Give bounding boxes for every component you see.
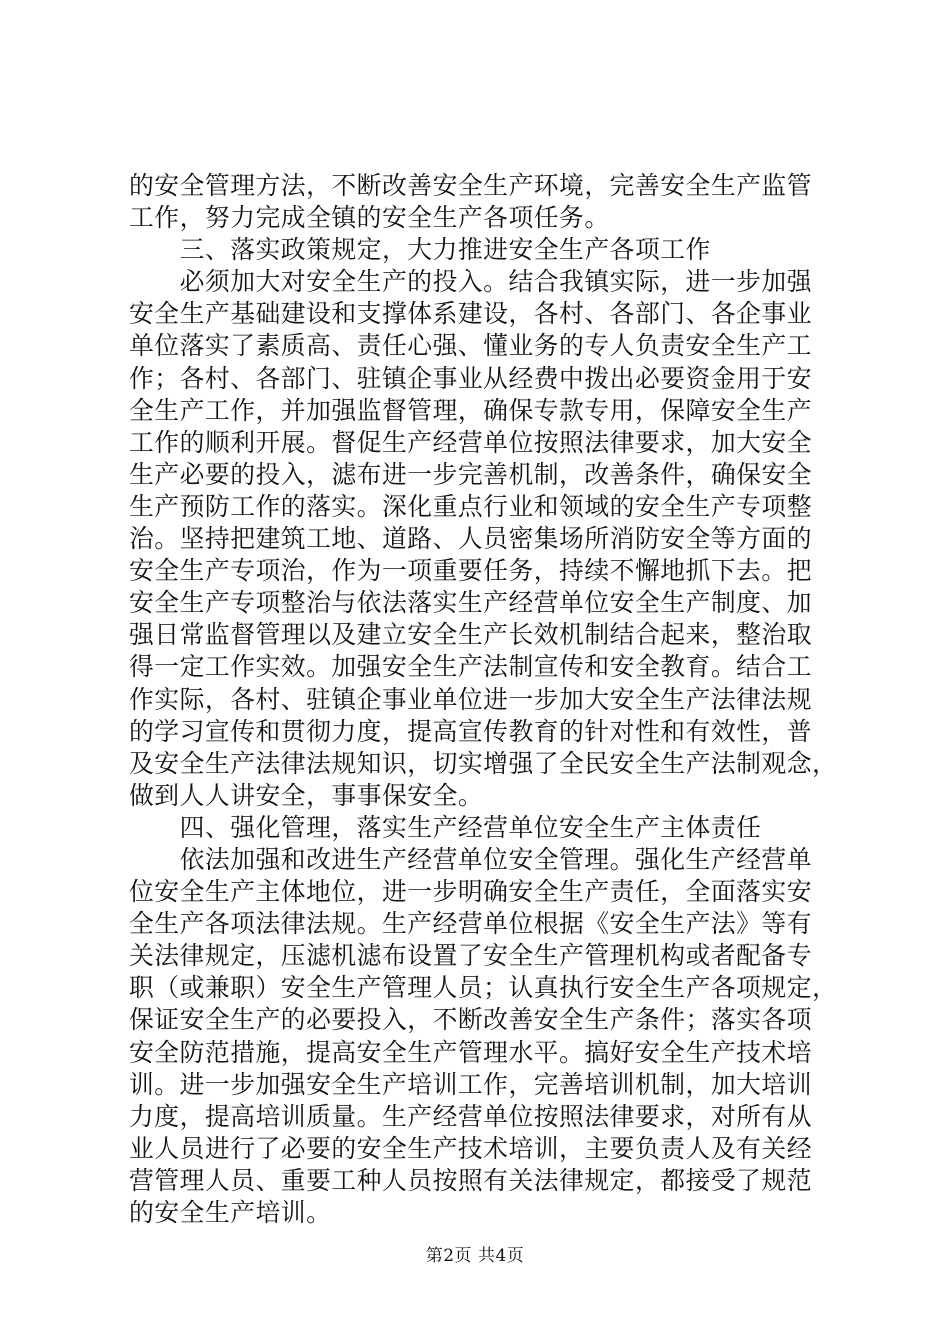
text-line: 依法加强和改进生产经营单位安全管理。强化生产经营单 xyxy=(129,844,813,874)
text-line: 安全防范措施，提高安全生产管理水平。搞好安全生产技术培 xyxy=(129,1037,813,1067)
text-line: 职（或兼职）安全生产管理人员；认真执行安全生产各项规定， xyxy=(129,973,838,1003)
section-heading: 四、强化管理，落实生产经营单位安全生产主体责任 xyxy=(129,812,762,842)
text-line: 生产必要的投入，滤布进一步完善机制，改善条件，确保安全 xyxy=(129,459,813,489)
text-line: 生产预防工作的落实。深化重点行业和领域的安全生产专项整 xyxy=(129,491,813,521)
text-line: 的安全管理方法，不断改善安全生产环境，完善安全生产监管 xyxy=(129,171,813,200)
text-line: 及安全生产法律法规知识，切实增强了全民安全生产法制观念， xyxy=(129,748,838,778)
text-line: 安全生产基础建设和支撑体系建设，各村、各部门、各企事业 xyxy=(129,299,813,329)
text-line: 安全生产专项治，作为一项重要任务，持续不懈地抓下去。把 xyxy=(129,556,813,586)
text-line: 全生产工作，并加强监督管理，确保专款专用，保障安全生产 xyxy=(129,395,813,425)
text-line: 保证安全生产的必要投入，不断改善安全生产条件；落实各项 xyxy=(129,1005,813,1035)
text-line: 作实际，各村、驻镇企事业单位进一步加大安全生产法律法规 xyxy=(129,684,813,714)
text-line: 全生产各项法律法规。生产经营单位根据《安全生产法》等有 xyxy=(129,909,813,939)
text-line: 的学习宣传和贯彻力度，提高宣传教育的针对性和有效性，普 xyxy=(129,716,813,746)
section-heading: 三、落实政策规定，大力推进安全生产各项工作 xyxy=(129,235,711,265)
text-line: 安全生产专项整治与依法落实生产经营单位安全生产制度、加 xyxy=(129,588,813,618)
page-number-footer: 第2页 共4页 xyxy=(425,1246,525,1266)
text-line: 的安全生产培训。 xyxy=(129,1198,332,1227)
text-line: 工作，努力完成全镇的安全生产各项任务。 xyxy=(129,203,610,233)
text-line: 作；各村、各部门、驻镇企事业从经费中拨出必要资金用于安 xyxy=(129,363,813,393)
text-line: 做到人人讲安全，事事保安全。 xyxy=(129,780,484,810)
text-line: 关法律规定，压滤机滤布设置了安全生产管理机构或者配备专 xyxy=(129,941,813,971)
text-line: 营管理人员、重要工种人员按照有关法律规定，都接受了规范 xyxy=(129,1165,813,1195)
text-line: 位安全生产主体地位，进一步明确安全生产责任，全面落实安 xyxy=(129,877,813,907)
text-line: 工作的顺利开展。督促生产经营单位按照法律要求，加大安全 xyxy=(129,427,813,457)
document-body xyxy=(129,170,839,1229)
text-line: 业人员进行了必要的安全生产技术培训，主要负责人及有关经 xyxy=(129,1133,813,1163)
text-line: 强日常监督管理以及建立安全生产长效机制结合起来，整治取 xyxy=(129,620,813,650)
text-line: 必须加大对安全生产的投入。结合我镇实际，进一步加强 xyxy=(129,267,813,297)
text-line: 力度，提高培训质量。生产经营单位按照法律要求，对所有从 xyxy=(129,1101,813,1131)
text-line: 得一定工作实效。加强安全生产法制宣传和安全教育。结合工 xyxy=(129,652,813,682)
text-line: 治。坚持把建筑工地、道路、人员密集场所消防安全等方面的 xyxy=(129,524,813,554)
text-line: 训。进一步加强安全生产培训工作，完善培训机制，加大培训 xyxy=(129,1069,813,1099)
text-line: 单位落实了素质高、责任心强、懂业务的专人负责安全生产工 xyxy=(129,331,813,361)
